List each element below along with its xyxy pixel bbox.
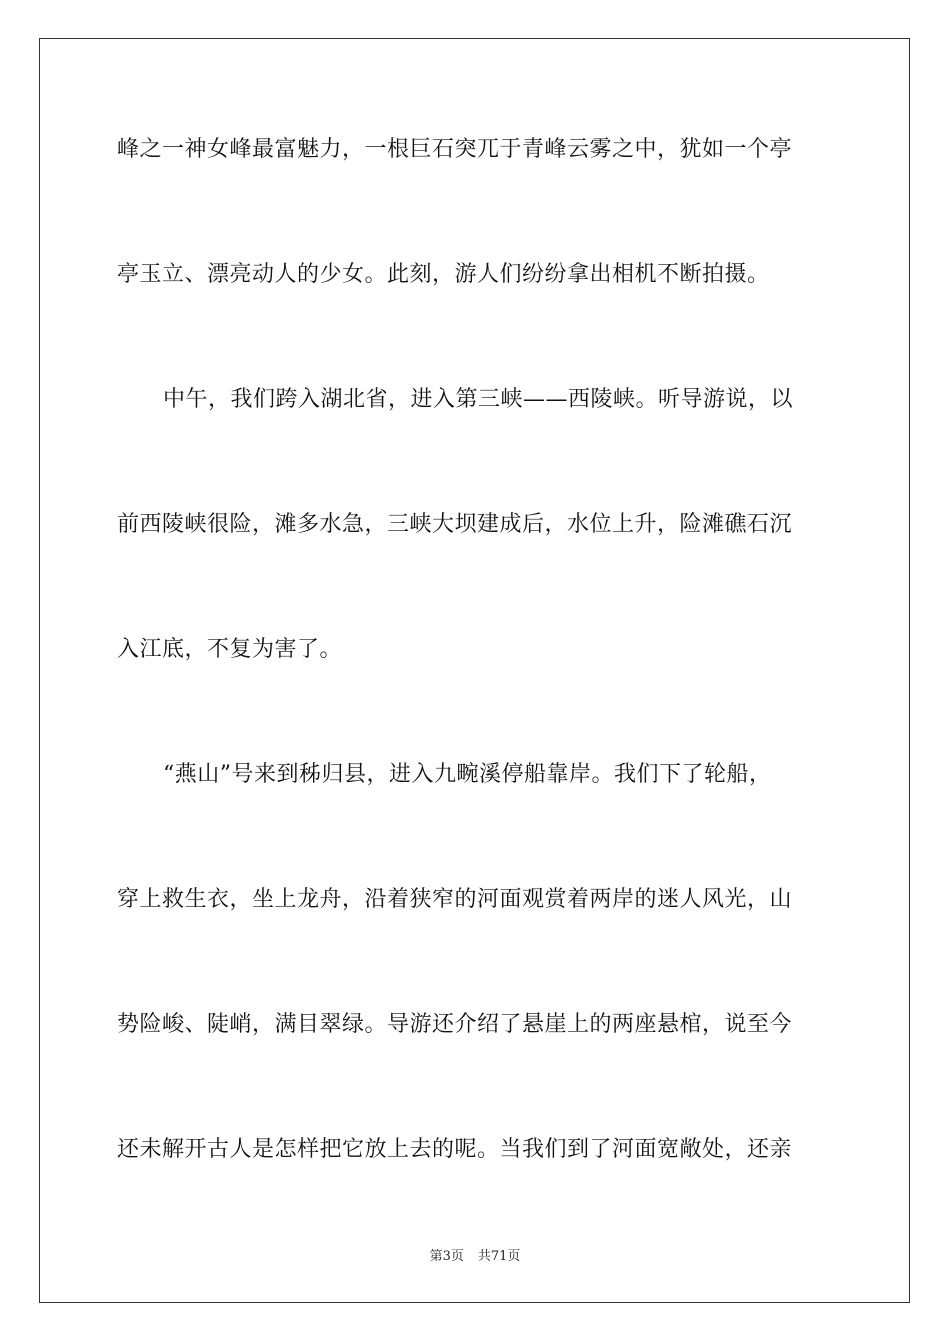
body-text-line: 前西陵峡很险，滩多水急，三峡大坝建成后，水位上升，险滩礁石沉 [117, 512, 793, 537]
body-text-line: 势险峻、陡峭，满目翠绿。导游还介绍了悬崖上的两座悬棺，说至今 [117, 1012, 793, 1037]
page-total: 共71页 [477, 1249, 521, 1264]
page-border [39, 38, 910, 1303]
body-text-line: 入江底，不复为害了。 [117, 637, 343, 662]
body-text-line: 亭玉立、漂亮动人的少女。此刻，游人们纷纷拿出相机不断拍摄。 [117, 262, 770, 287]
body-text-line: 峰之一神女峰最富魅力，一根巨石突兀于青峰云雾之中，犹如一个亭 [117, 137, 793, 162]
body-text-line: 穿上救生衣，坐上龙舟，沿着狭窄的河面观赏着两岸的迷人风光，山 [117, 887, 793, 912]
page-number: 第3页 [429, 1249, 464, 1264]
body-text-line: “燕山”号来到秭归县，进入九畹溪停船靠岸。我们下了轮船， [163, 762, 772, 787]
page-footer [0, 1249, 950, 1265]
body-text-line: 中午，我们跨入湖北省，进入第三峡——西陵峡。听导游说，以 [163, 387, 794, 412]
body-text-line: 还未解开古人是怎样把它放上去的呢。当我们到了河面宽敞处，还亲 [117, 1137, 793, 1162]
